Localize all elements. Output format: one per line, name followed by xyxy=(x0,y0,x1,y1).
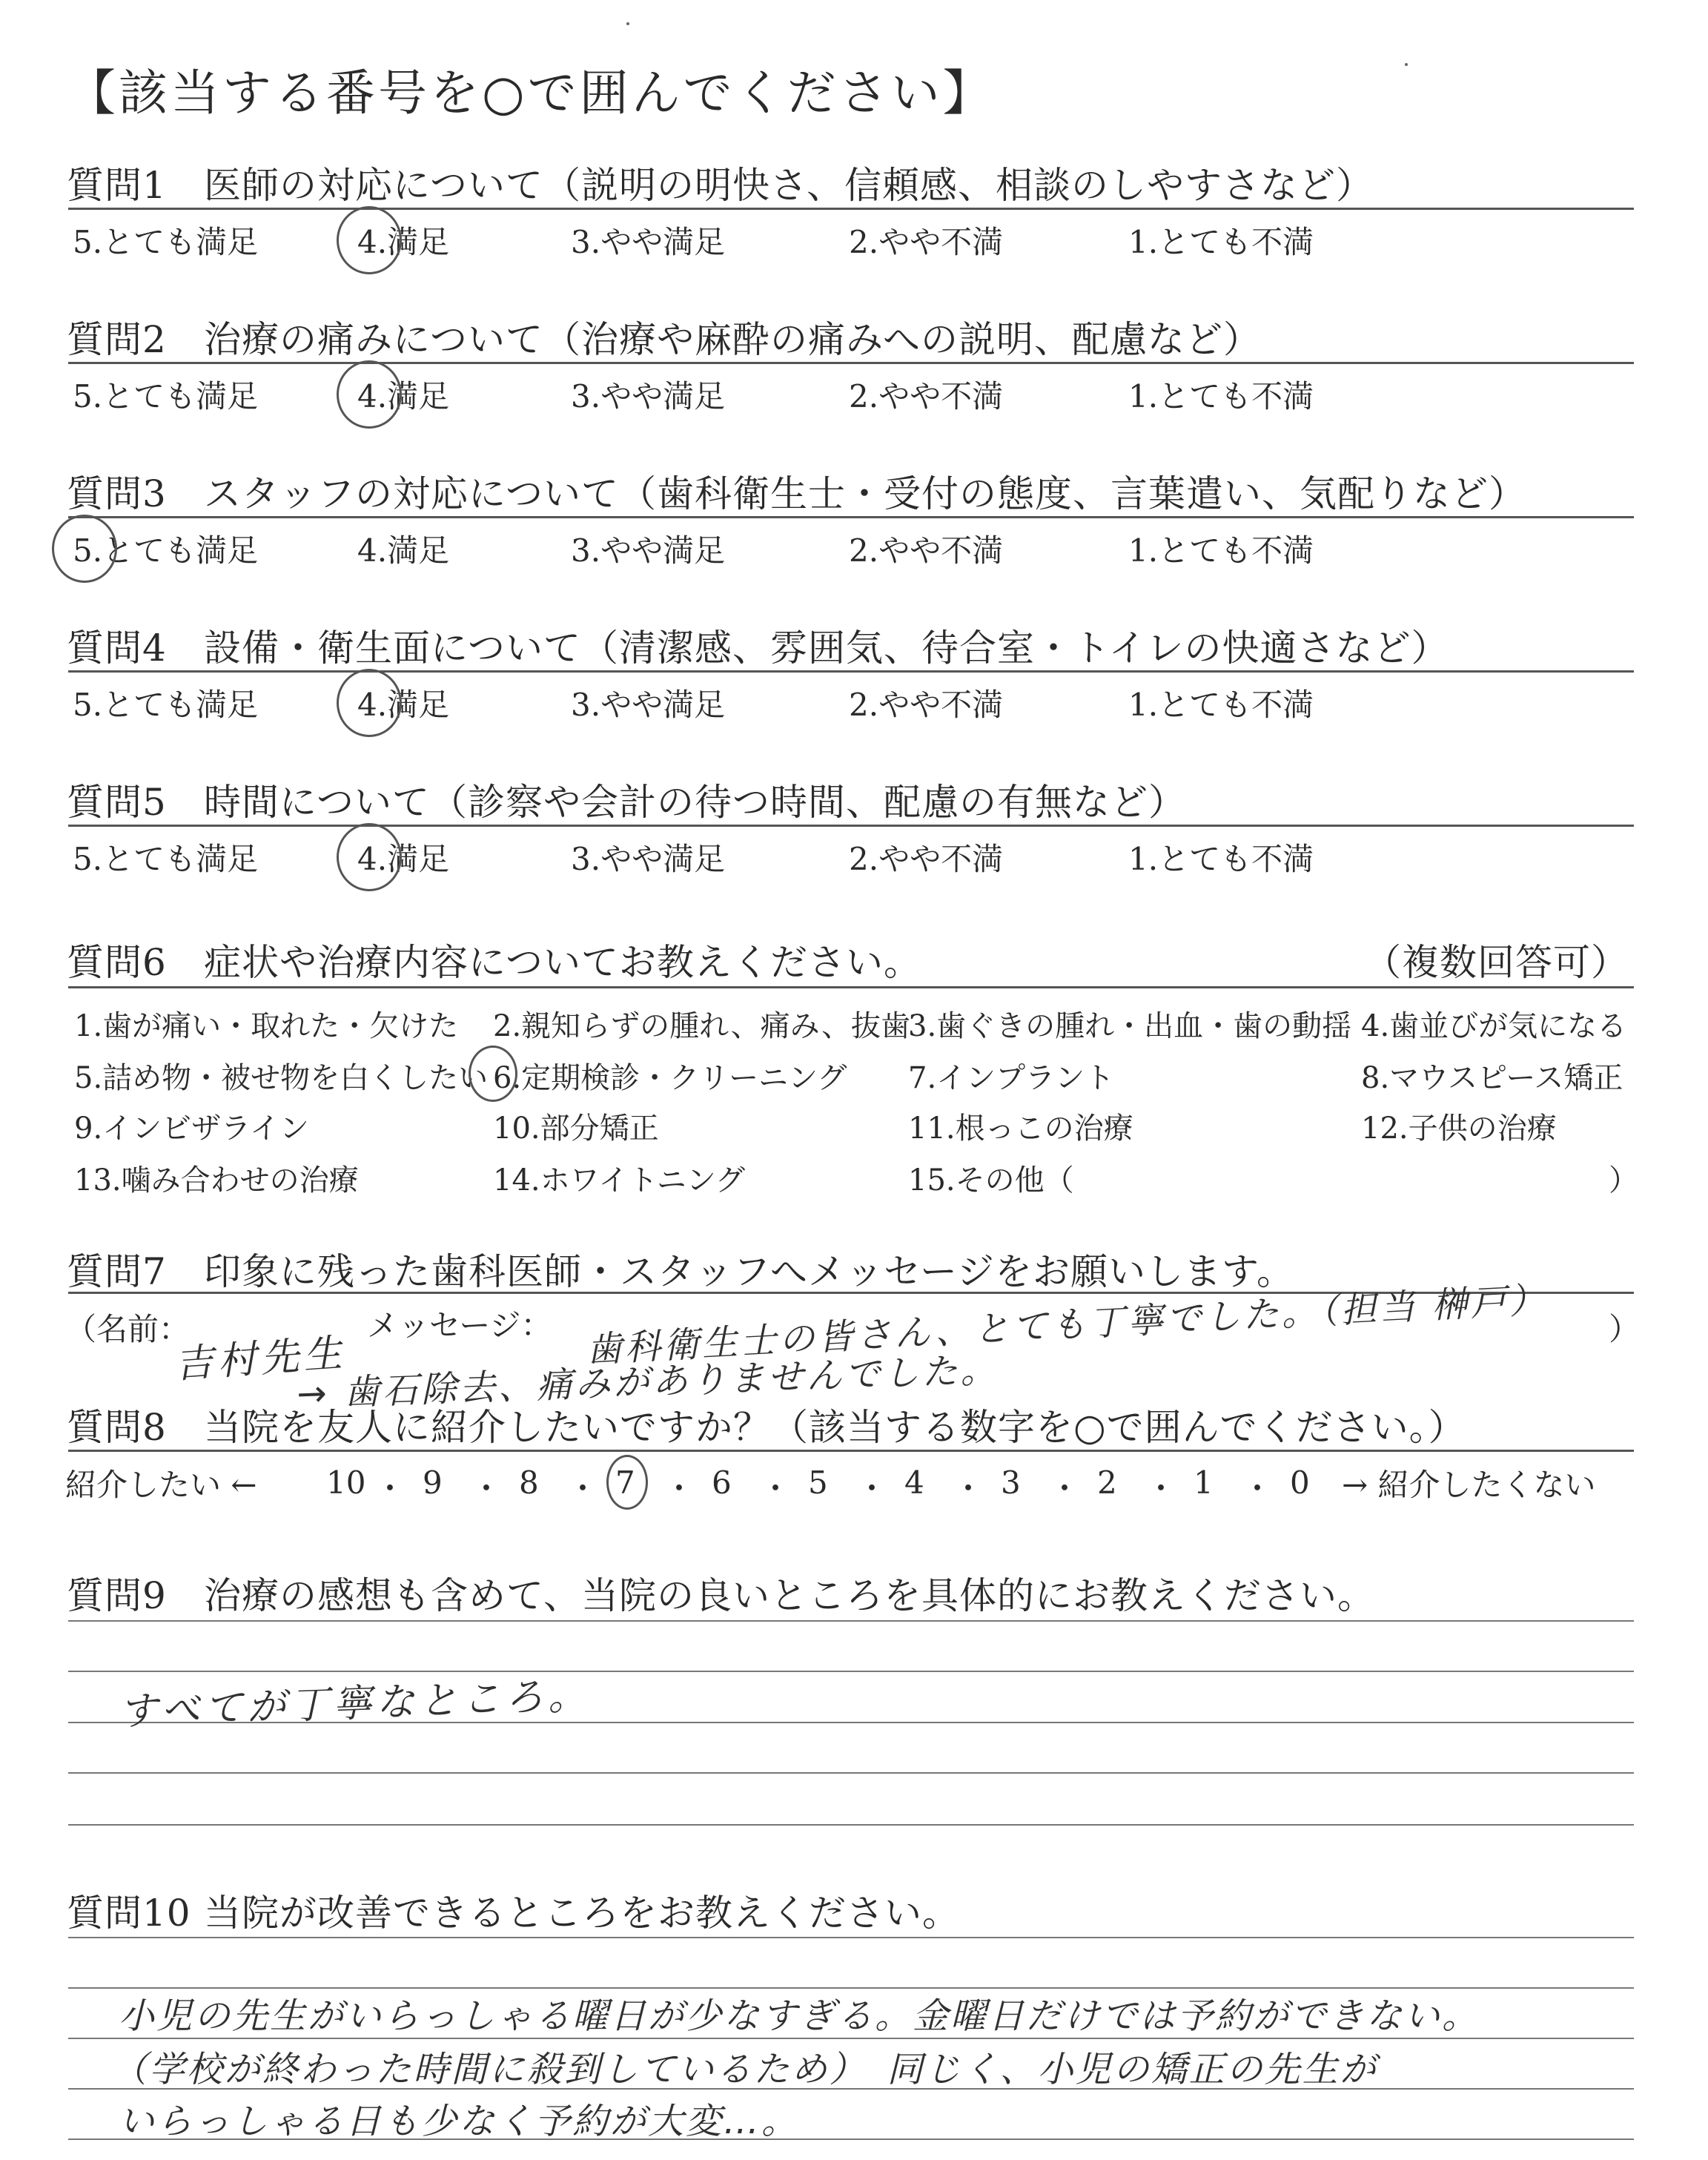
q6-option-15[interactable]: 15.その他（ xyxy=(908,1163,1074,1198)
q2-option-3[interactable]: 3.やや満足 xyxy=(571,378,726,415)
q6-option-12[interactable]: 12.子供の治療 xyxy=(1361,1112,1557,1146)
q6-option-10[interactable]: 10.部分矯正 xyxy=(493,1112,659,1146)
scan-mark xyxy=(626,22,629,25)
q6-note: （複数回答可） xyxy=(1364,941,1629,984)
q8-option-2[interactable]: 2 xyxy=(1097,1464,1117,1501)
q10-handwritten-line-3: いらっしゃる日も少なく予約が大変…。 xyxy=(119,2101,800,2142)
q6-rule xyxy=(68,986,1634,988)
q8-option-3[interactable]: 3 xyxy=(1001,1464,1021,1501)
q8-separator: ・ xyxy=(953,1470,984,1507)
q7-message-label: メッセージ： xyxy=(367,1307,552,1344)
q4-option-5[interactable]: 5.とても満足 xyxy=(73,687,259,723)
q8-option-0[interactable]: 0 xyxy=(1290,1464,1310,1501)
q6-other-close-paren: ） xyxy=(1609,1163,1638,1198)
q5-option-5[interactable]: 5.とても満足 xyxy=(73,841,259,877)
q6-option-11[interactable]: 11.根っこの治療 xyxy=(908,1112,1133,1146)
q6-option-9[interactable]: 9.インビザライン xyxy=(74,1112,309,1146)
q10-label: 質問10 xyxy=(67,1892,191,1935)
q8-option-1[interactable]: 1 xyxy=(1194,1464,1214,1501)
q10-line-1 xyxy=(68,1937,1634,1938)
q8-option-4[interactable]: 4 xyxy=(904,1464,924,1501)
page-title: 【該当する番号を○で囲んでください】 xyxy=(67,65,995,122)
q10-handwritten-line-1: 小児の先生がいらっしゃる曜日が少なすぎる。金曜日だけでは予約ができない。 xyxy=(119,1995,1480,2037)
q10-text: 当院が改善できるところをお教えください。 xyxy=(204,1892,960,1935)
q5-option-4[interactable]: 4.満足 xyxy=(357,841,450,877)
q10-handwritten-line-2: （学校が終わった時間に殺到しているため） 同じく、小児の矯正の先生が xyxy=(111,2049,1378,2090)
q9-line-5 xyxy=(68,1824,1634,1826)
q1-option-1[interactable]: 1.とても不満 xyxy=(1128,224,1314,260)
q2-selection-circle xyxy=(337,360,402,429)
q3-option-3[interactable]: 3.やや満足 xyxy=(571,532,726,569)
q7-text: 印象に残った歯科医師・スタッフへメッセージをお願いします。 xyxy=(204,1250,1294,1293)
q2-label: 質問2 xyxy=(67,318,167,361)
q8-option-8[interactable]: 8 xyxy=(519,1464,539,1501)
q8-separator: ・ xyxy=(471,1470,503,1507)
q3-option-4[interactable]: 4.満足 xyxy=(357,532,450,569)
q6-option-14[interactable]: 14.ホワイトニング xyxy=(493,1163,746,1198)
q8-separator: ・ xyxy=(663,1470,695,1507)
q8-option-7[interactable]: 7 xyxy=(615,1464,635,1501)
q8-left-label: 紹介したい ← xyxy=(65,1467,257,1503)
q1-selection-circle xyxy=(337,206,402,274)
q9-label: 質問9 xyxy=(67,1574,167,1617)
q3-option-2[interactable]: 2.やや不満 xyxy=(849,532,1004,569)
q1-text: 医師の対応について（説明の明快さ、信頼感、相談のしやすさなど） xyxy=(204,164,1374,207)
q5-option-3[interactable]: 3.やや満足 xyxy=(571,841,726,877)
q7-close-paren: ） xyxy=(1609,1311,1641,1347)
q6-option-2[interactable]: 2.親知らずの腫れ、痛み、抜歯 xyxy=(493,1009,910,1043)
q5-label: 質問5 xyxy=(67,781,167,824)
q8-option-5[interactable]: 5 xyxy=(808,1464,828,1501)
q6-selection-circle xyxy=(469,1046,517,1102)
q1-option-2[interactable]: 2.やや不満 xyxy=(849,224,1004,260)
q2-rule xyxy=(68,362,1634,364)
q6-option-5[interactable]: 5.詰め物・被せ物を白くしたい xyxy=(74,1061,489,1095)
q2-text: 治療の痛みについて（治療や麻酔の痛みへの説明、配慮など） xyxy=(204,318,1261,361)
q4-label: 質問4 xyxy=(67,627,167,670)
q2-option-1[interactable]: 1.とても不満 xyxy=(1128,378,1314,415)
q6-option-3[interactable]: 3.歯ぐきの腫れ・出血・歯の動揺 xyxy=(908,1009,1352,1043)
q4-option-4[interactable]: 4.満足 xyxy=(357,687,450,723)
q8-option-6[interactable]: 6 xyxy=(712,1464,732,1501)
q3-rule xyxy=(68,516,1634,518)
q1-rule xyxy=(68,208,1634,210)
q8-text: 当院を友人に紹介したいですか？（該当する数字を○で囲んでください。） xyxy=(204,1406,1466,1449)
q8-option-10[interactable]: 10 xyxy=(326,1464,366,1501)
q7-handwritten-message-1: 歯科衛生士の皆さん、とても丁寧でした。（担当 榊戸） xyxy=(585,1279,1549,1371)
q7-label: 質問7 xyxy=(67,1250,167,1293)
q4-option-3[interactable]: 3.やや満足 xyxy=(571,687,726,723)
q5-selection-circle xyxy=(337,823,402,891)
q7-handwritten-name: 吉村先生 xyxy=(173,1330,348,1388)
q3-text: スタッフの対応について（歯科衛生士・受付の態度、言葉遣い、気配りなど） xyxy=(204,472,1526,515)
q8-separator: ・ xyxy=(1145,1470,1177,1507)
q6-option-8[interactable]: 8.マウスピース矯正 xyxy=(1361,1061,1623,1095)
q1-label: 質問1 xyxy=(67,164,167,207)
q7-name-label: （名前： xyxy=(65,1311,191,1347)
q6-option-4[interactable]: 4.歯並びが気になる xyxy=(1361,1009,1627,1043)
q1-option-3[interactable]: 3.やや満足 xyxy=(571,224,726,260)
q6-label: 質問6 xyxy=(67,941,167,984)
q3-label: 質問3 xyxy=(67,472,167,515)
q4-option-1[interactable]: 1.とても不満 xyxy=(1128,687,1314,723)
q3-option-1[interactable]: 1.とても不満 xyxy=(1128,532,1314,569)
q2-option-5[interactable]: 5.とても満足 xyxy=(73,378,259,415)
q3-selection-circle xyxy=(52,515,117,583)
q6-text: 症状や治療内容についてお教えください。 xyxy=(204,941,921,984)
q9-text: 治療の感想も含めて、当院の良いところを具体的にお教えください。 xyxy=(204,1574,1375,1617)
q8-selection-circle xyxy=(606,1455,648,1510)
q8-label: 質問8 xyxy=(67,1406,167,1449)
q8-right-label: → 紹介したくない xyxy=(1342,1467,1596,1503)
q9-line-2 xyxy=(68,1671,1634,1672)
q6-option-7[interactable]: 7.インプラント xyxy=(908,1061,1115,1095)
q5-rule xyxy=(68,825,1634,827)
q8-separator: ・ xyxy=(567,1470,599,1507)
q2-option-4[interactable]: 4.満足 xyxy=(357,378,450,415)
q8-separator: ・ xyxy=(1242,1470,1274,1507)
q6-option-6[interactable]: 6.定期検診・クリーニング xyxy=(493,1061,847,1095)
q8-separator: ・ xyxy=(856,1470,888,1507)
q4-selection-circle xyxy=(337,669,402,737)
q8-separator: ・ xyxy=(760,1470,792,1507)
q9-line-4 xyxy=(68,1772,1634,1774)
q5-option-1[interactable]: 1.とても不満 xyxy=(1128,841,1314,877)
q6-option-1[interactable]: 1.歯が痛い・取れた・欠けた xyxy=(74,1009,459,1043)
q3-option-5[interactable]: 5.とても満足 xyxy=(73,532,259,569)
q9-handwritten-answer: すべてが丁寧なところ。 xyxy=(118,1673,592,1735)
q9-line-1 xyxy=(68,1620,1634,1622)
q5-text: 時間について（診察や会計の待つ時間、配慮の有無など） xyxy=(204,781,1186,824)
q8-separator: ・ xyxy=(374,1470,406,1507)
q1-option-5[interactable]: 5.とても満足 xyxy=(73,224,259,260)
q4-option-2[interactable]: 2.やや不満 xyxy=(849,687,1004,723)
q4-text: 設備・衛生面について（清潔感、雰囲気、待合室・トイレの快適さなど） xyxy=(204,627,1449,670)
q5-option-2[interactable]: 2.やや不満 xyxy=(849,841,1004,877)
q8-rule xyxy=(68,1450,1634,1452)
q1-option-4[interactable]: 4.満足 xyxy=(357,224,450,260)
q7-handwritten-message-2: → 歯石除去、痛みがありませんでした。 xyxy=(296,1349,1000,1416)
q8-option-9[interactable]: 9 xyxy=(423,1464,443,1501)
q2-option-2[interactable]: 2.やや不満 xyxy=(849,378,1004,415)
q8-separator: ・ xyxy=(1049,1470,1081,1507)
q4-rule xyxy=(68,670,1634,673)
scan-mark xyxy=(1405,63,1408,66)
q6-option-13[interactable]: 13.噛み合わせの治療 xyxy=(74,1163,359,1198)
